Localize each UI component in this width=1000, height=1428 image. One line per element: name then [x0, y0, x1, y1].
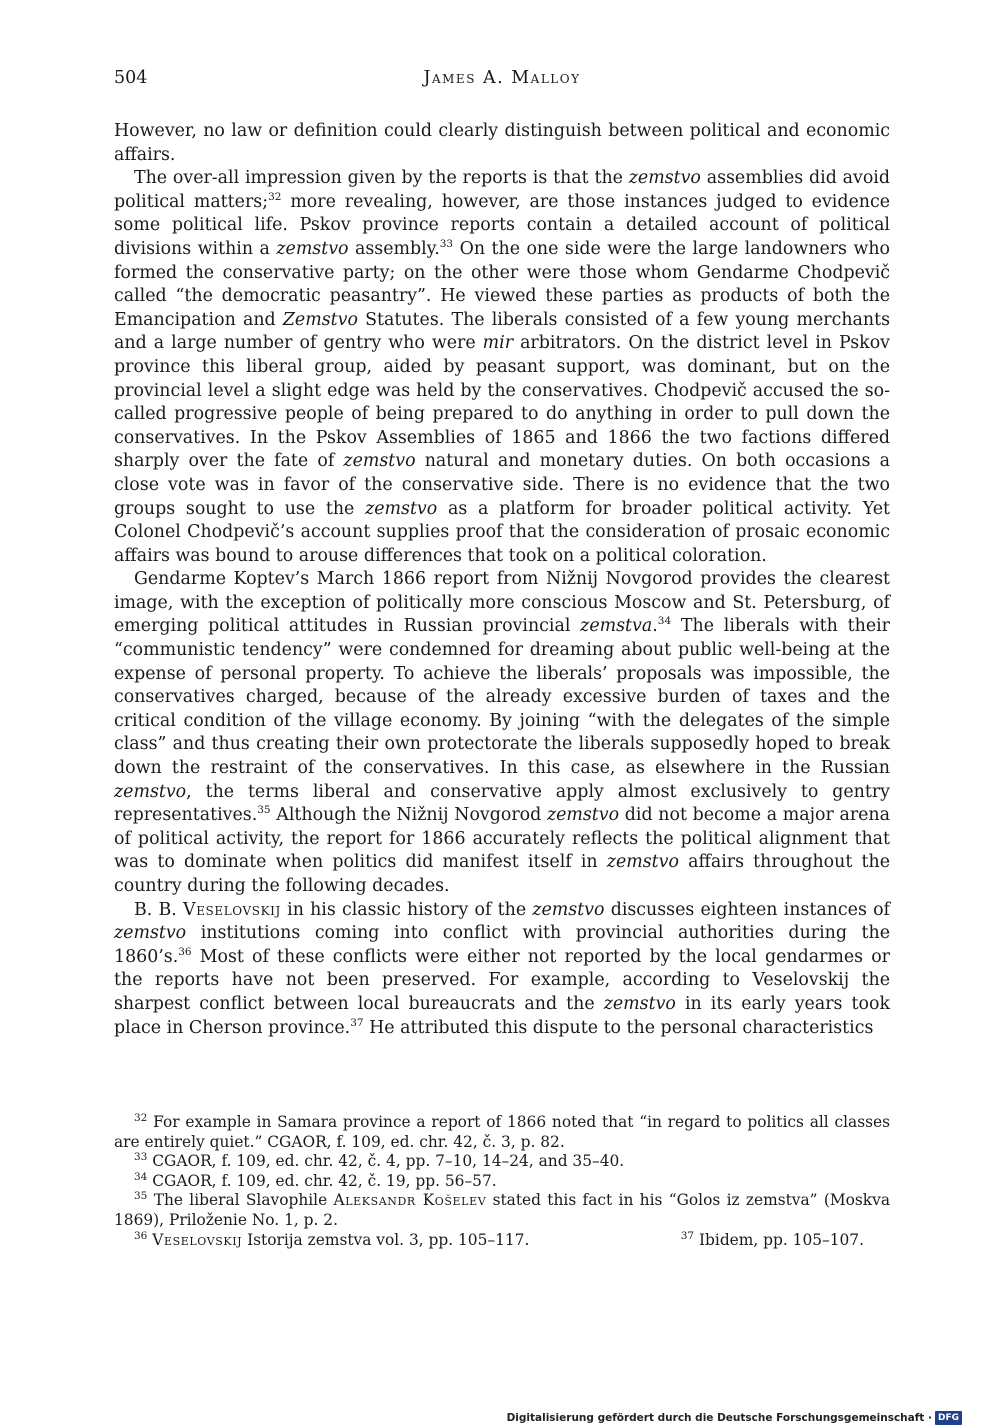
- paragraph-1: However, no law or definition could clearly distinguish between political and economic affairs.: [114, 121, 890, 165]
- paragraph-2: The over-all impression given by the reports is that the zemstvo assemblies did avoid political matters;$^{32}$ more revealing, however, are those instances judged to evidence some political life. Pskov province reports contain a detailed account of political divisions within a zemstvo assembly.$^{33}$ On the one side were the large landowners who formed the conservative party; on the other were those whom Gendarme Chodpevič called “the democratic peasantry”. He viewed these parties as products of both the Emancipation and Zemstvo Statutes. The liberals consisted of a few young merchants and a large number of gentry who were mir arbitrators. On the district level in Pskov province this liberal group, aided by peasant support, was dominant, but on the provincial level a slight edge was held by the conservatives. Chodpevič accused the so-called progressive people of being prepared to do anything in order to pull down the conservatives. In the Pskov Assemblies of 1865 and 1866 the two factions differed sharply over the fate of zemstvo natural and monetary duties. On both occasions a close vote was in favor of the conservative side. There is no evidence that the two groups sought to use the zemstvo as a platform for broader political activity. Yet Colonel Chodpevič’s account supplies proof that the consideration of prosaic economic affairs was bound to arouse differences that took on a political coloration.: [114, 168, 891, 566]
- running-head: [114, 68, 890, 92]
- footnote-ref-33: 33: [439, 238, 454, 251]
- article-body: [114, 120, 890, 1040]
- footnote-36: $^{36}$ Veselovskij Istorija zemstva vol. 3, pp. 105–117.: [134, 1229, 530, 1249]
- footnote-32: $^{32}$ For example in Samara province a report of 1866 noted that “in regard to politics all classes are entirely quiet.” CGAOR, f. 109, ed. chr. 42, č. 3, p. 82.: [114, 1111, 890, 1151]
- footnote-35: $^{35}$ The liberal Slavophile Aleksandr Košelev stated this fact in his “Golos iz zemstva” (Moskva 1869), Priloženie No. 1, p. 2.: [114, 1190, 890, 1229]
- footnote-ref-35: 35: [257, 804, 271, 817]
- credit-text: Digitalisierung gefördert durch die Deutsche Forschungsgemeinschaft ·: [506, 1412, 932, 1424]
- footnote-ref-37: 37: [350, 1016, 364, 1029]
- footnote-34: $^{34}$ CGAOR, f. 109, ed. chr. 42, č. 19, pp. 56–57.: [134, 1170, 497, 1190]
- digitization-credit: [507, 1410, 962, 1426]
- footnote-ref-36: 36: [178, 945, 192, 958]
- footnote-33: $^{33}$ CGAOR, f. 109, ed. chr. 42, č. 4, pp. 7–10, 14–24, and 35–40.: [134, 1151, 625, 1171]
- running-title: James A. Malloy: [423, 68, 581, 88]
- paragraph-3: Gendarme Koptev’s March 1866 report from Nižnij Novgorod provides the clearest image, with the exception of politically more conscious Moscow and St. Petersburg, of emerging political attitudes in Russian provincial zemstva.$^{34}$ The liberals with their “communistic tendency” were condemned for dreaming about public well-being at the expense of personal property. To achieve the liberals’ proposals was impossible, the conservatives charged, because of the already excessive burden of taxes and the critical condition of the village economy. By joining “with the delegates of the simple class” and thus creating their own protectorate the liberals supposedly hoped to break down the restraint of the conservatives. In this case, as elsewhere in the Russian zemstvo, the terms liberal and conservative apply almost exclusively to gentry representatives.$^{35}$ Although the Nižnij Novgorod zemstvo did not become a major arena of political activity, the report for 1866 accurately reflects the political alignment that was to dominate when politics did manifest itself in zemstvo affairs throughout the country during the following decades.: [114, 569, 891, 896]
- footnotes: [114, 1113, 890, 1250]
- page-number: 504: [114, 68, 148, 88]
- author-name-smallcaps: Veselovskij: [183, 899, 281, 920]
- footnotes-36-37-row: [114, 1231, 890, 1251]
- paragraph-4: B. B. Veselovskij in his classic history of the zemstvo discusses eighteen instances of zemstvo institutions coming into conflict with provincial authorities during the 1860’s.$^{36}$ Most of these conflicts were either not reported by the local gendarmes or the reports have not been preserved. For example, according to Veselovskij the sharpest conflict between local bureaucrats and the zemstvo in its early years took place in Cherson province.$^{37}$ He attributed this dispute to the personal characteristics: [114, 899, 890, 1038]
- footnote-ref-34: 34: [657, 615, 672, 628]
- footnote-37: $^{37}$ Ibidem, pp. 105–107.: [680, 1229, 864, 1249]
- dfg-logo-icon: DFG: [935, 1411, 962, 1425]
- footnote-ref-32: 32: [268, 190, 282, 203]
